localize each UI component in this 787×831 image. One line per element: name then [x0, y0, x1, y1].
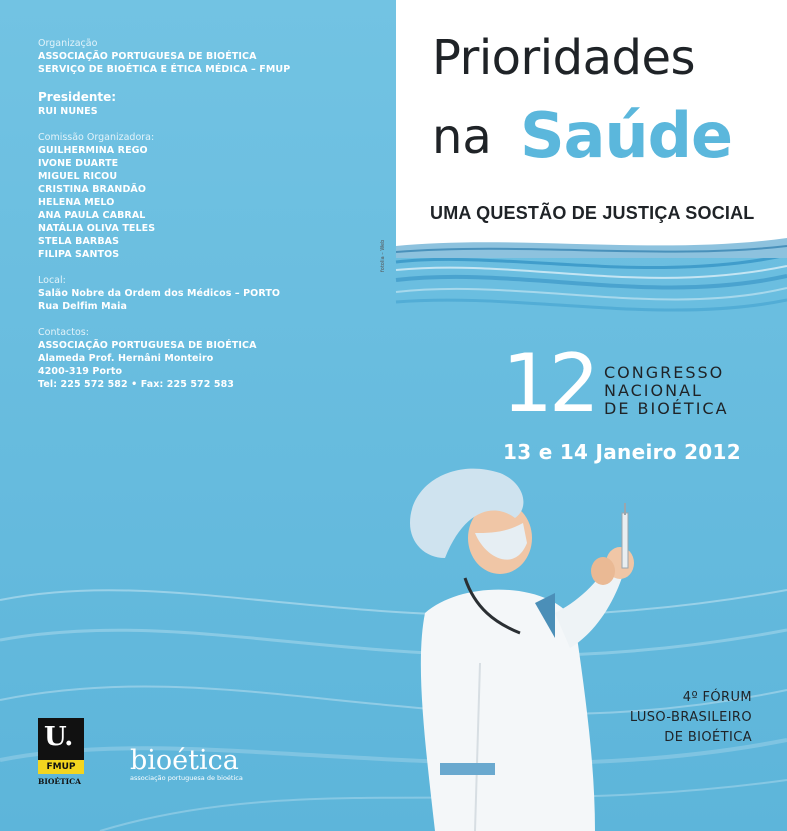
nurse-illustration — [405, 463, 665, 831]
member-name: GUILHERMINA REGO — [38, 145, 148, 156]
member-name: MIGUEL RICOU — [38, 171, 118, 182]
congress-number: 12 — [502, 337, 596, 430]
contactos-line: Alameda Prof. Hernâni Monteiro — [38, 353, 214, 364]
congress-line-2: NACIONAL — [604, 381, 703, 400]
organizacao-label: Organização — [38, 38, 98, 49]
title-panel — [396, 0, 787, 258]
fmup-mark: U. — [44, 722, 74, 752]
comissao-label: Comissão Organizadora: — [38, 132, 155, 143]
member-name: CRISTINA BRANDÃO — [38, 184, 147, 195]
local-line: Rua Delfim Maia — [38, 301, 128, 312]
member-name: FILIPA SANTOS — [38, 249, 120, 260]
forum-line-2: LUSO-BRASILEIRO — [629, 710, 752, 725]
contactos-label: Contactos: — [38, 327, 89, 338]
forum-line-3: DE BIOÉTICA — [664, 730, 752, 745]
organizacao-line: ASSOCIAÇÃO PORTUGUESA DE BIOÉTICA — [38, 51, 257, 62]
bioetica-word: bioética — [130, 745, 239, 776]
member-name: ANA PAULA CABRAL — [38, 210, 146, 221]
subtitle: UMA QUESTÃO DE JUSTIÇA SOCIAL — [430, 203, 755, 223]
congress-title — [604, 364, 729, 418]
congress-line-3: DE BIOÉTICA — [604, 399, 729, 418]
contactos-line: Tel: 225 572 582 • Fax: 225 572 583 — [38, 379, 234, 390]
title-line-1: Prioridades — [432, 30, 695, 86]
local-line: Salão Nobre da Ordem dos Médicos – PORTO — [38, 288, 281, 299]
organizacao-line: SERVIÇO DE BIOÉTICA E ÉTICA MÉDICA – FMUP — [38, 64, 291, 75]
member-name: NATÁLIA OLIVA TELES — [38, 223, 156, 234]
presidente-block — [38, 90, 378, 118]
fmup-logo — [38, 718, 84, 786]
bioetica-logo — [130, 746, 243, 782]
presidente-label: Presidente: — [38, 90, 117, 104]
comissao-block — [38, 132, 378, 261]
fmup-mark-box — [38, 718, 84, 760]
photo-credit: fotolia – Web — [380, 239, 386, 272]
local-block — [38, 275, 378, 313]
contactos-line: ASSOCIAÇÃO PORTUGUESA DE BIOÉTICA — [38, 340, 257, 351]
congress-date: 13 e 14 Janeiro 2012 — [503, 440, 741, 464]
title-na: na — [432, 109, 492, 165]
congress-line-1: CONGRESSO — [604, 363, 725, 382]
member-name: IVONE DUARTE — [38, 158, 119, 169]
fmup-name: FMUP — [38, 760, 84, 774]
fmup-caption: BIOÉTICA — [38, 777, 81, 786]
presidente-name: RUI NUNES — [38, 106, 98, 117]
contactos-block — [38, 327, 378, 391]
bioetica-tagline: associação portuguesa de bioética — [130, 774, 243, 782]
forum-block — [584, 688, 752, 748]
organizacao-block — [38, 38, 378, 76]
forum-line-1: 4º FÓRUM — [682, 690, 752, 705]
member-name: HELENA MELO — [38, 197, 115, 208]
header-wave-strip — [396, 226, 787, 258]
local-label: Local: — [38, 275, 66, 286]
info-column — [38, 38, 378, 405]
member-name: STELA BARBAS — [38, 236, 120, 247]
contactos-line: 4200-319 Porto — [38, 366, 123, 377]
title-saude: Saúde — [520, 99, 733, 172]
